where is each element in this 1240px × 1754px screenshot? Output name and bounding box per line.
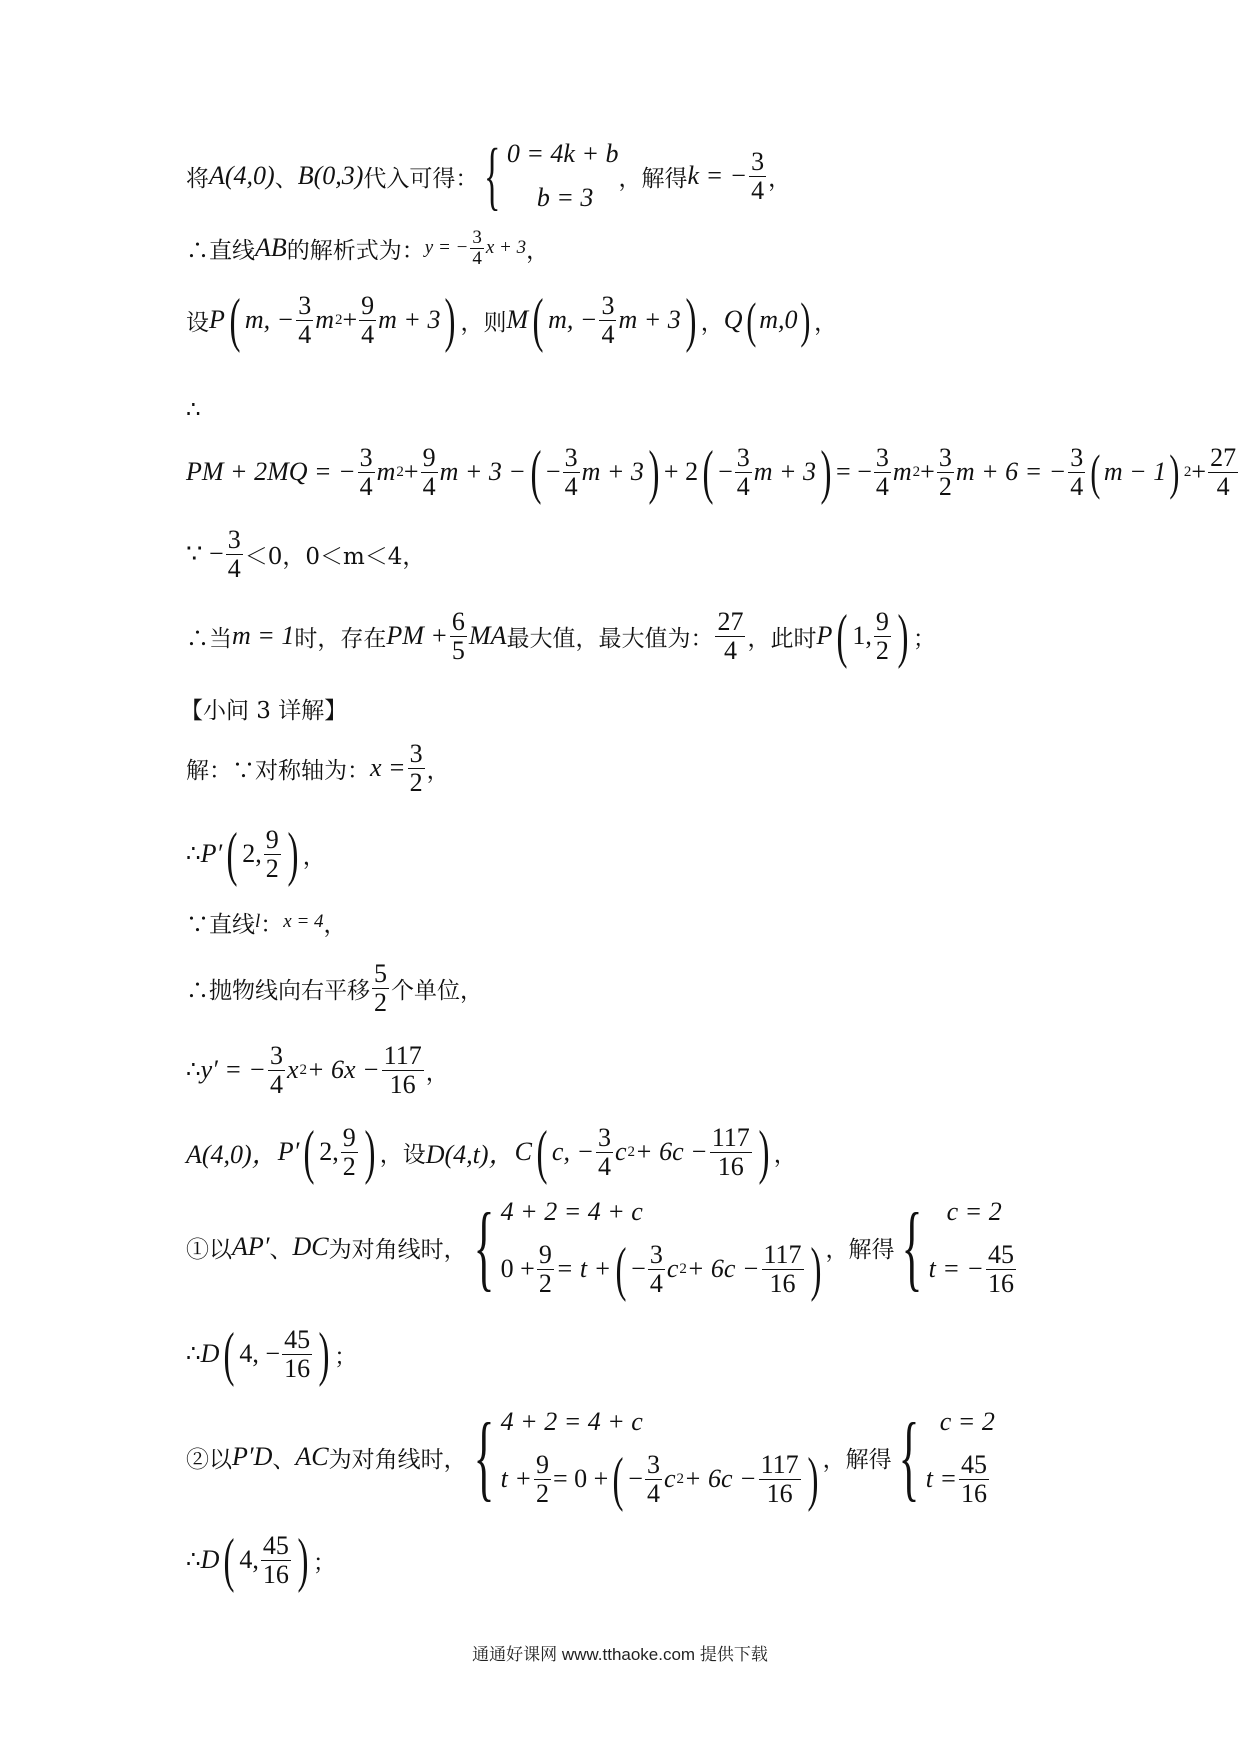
paren: ) (685, 287, 697, 353)
expr: m (376, 457, 396, 486)
expr: − (718, 457, 733, 486)
line-set-points (186, 282, 837, 358)
point-a: A(4,0)， (186, 1139, 278, 1169)
fraction (408, 740, 425, 796)
brace: { (484, 134, 501, 218)
line-case-2 (186, 1398, 995, 1516)
expr: − (631, 1254, 646, 1283)
line-points-acd (186, 1114, 797, 1190)
text: ∴ (186, 1341, 201, 1367)
section-heading (180, 690, 347, 726)
expr: 2, (319, 1137, 339, 1166)
fraction (648, 1241, 665, 1297)
denominator: 16 (961, 1478, 988, 1508)
text: ， (425, 1059, 449, 1086)
fraction (264, 826, 281, 882)
fraction (282, 1326, 312, 1382)
system-row (929, 1234, 1018, 1304)
denominator: 4 (601, 319, 615, 349)
point-a: A(4,0) (209, 161, 275, 190)
line-case-1 (186, 1188, 1018, 1306)
expr: = t + (555, 1254, 612, 1283)
fraction (261, 1532, 291, 1588)
paren: ) (648, 439, 660, 505)
text: ，此时 (747, 625, 817, 652)
denominator: 4 (269, 1069, 283, 1099)
expr: + (403, 457, 419, 486)
denominator: 16 (987, 1268, 1014, 1298)
paren: ( (303, 1119, 315, 1185)
system-row: c = 2 (939, 1407, 995, 1436)
denominator: 4 (472, 247, 482, 269)
fraction (563, 444, 580, 500)
paren: ) (807, 1446, 819, 1512)
denominator: 2 (342, 1151, 356, 1181)
point-d: D (200, 1545, 220, 1574)
expr: c (666, 1254, 679, 1283)
superscript: 2 (334, 311, 343, 328)
denominator: 4 (564, 471, 578, 501)
expr: m = 1 (232, 621, 295, 650)
superscript: 2 (679, 1260, 687, 1277)
fraction (534, 1451, 551, 1507)
numerator: 27 (1210, 443, 1237, 473)
denominator: 4 (361, 319, 375, 349)
denominator: 2 (374, 987, 387, 1017)
expr: m + 3 (378, 305, 441, 334)
text: 将 (186, 165, 209, 192)
system-row (501, 1444, 823, 1514)
expr: + 6x − (307, 1055, 380, 1084)
text: ∴ (186, 1057, 201, 1083)
therefore-symbol: ∴ (186, 397, 201, 423)
numerator: 3 (736, 443, 750, 473)
expr: + (1191, 457, 1207, 486)
paren: ) (444, 287, 456, 353)
fraction (710, 1124, 752, 1180)
fraction (450, 608, 467, 664)
paren: ( (223, 1527, 235, 1593)
superscript: 2 (1183, 463, 1192, 480)
denominator: 4 (298, 319, 312, 349)
paren: ) (364, 1119, 376, 1185)
fraction (735, 444, 752, 500)
denominator: 4 (751, 175, 765, 205)
segment-ap-prime: AP′ (232, 1232, 270, 1261)
line-axis (186, 730, 450, 806)
line-ab-equation (186, 218, 549, 278)
equation-system (507, 132, 619, 220)
text: ∴抛物线向右平移 (186, 977, 370, 1004)
paren: ) (758, 1119, 770, 1185)
fraction (759, 1451, 801, 1507)
fraction (470, 228, 484, 269)
numerator: 45 (262, 1531, 289, 1561)
equation-system (501, 1400, 823, 1514)
fraction (537, 1241, 554, 1297)
expr: m + 3 (753, 457, 817, 486)
fraction (226, 526, 243, 582)
fraction (959, 1451, 989, 1507)
text: 、 (272, 1446, 296, 1473)
expr: + 6c − (686, 1254, 760, 1283)
denominator: 4 (736, 471, 750, 501)
numerator: 3 (564, 443, 578, 473)
line-ab: AB (255, 233, 287, 262)
system-row: 0 = 4k + b (506, 139, 619, 168)
expr: m + 3 (581, 457, 644, 486)
text: ∴当 (186, 625, 232, 652)
text: ， (302, 843, 326, 870)
numerator: 3 (1070, 443, 1084, 473)
superscript: 2 (912, 463, 921, 480)
numerator: 9 (342, 1123, 356, 1153)
line-p-prime (186, 816, 326, 892)
numerator: 3 (359, 443, 373, 473)
denominator: 2 (535, 1478, 549, 1508)
paren: ( (226, 821, 238, 887)
paren: ( (702, 439, 714, 505)
expr: ∵ − (186, 539, 224, 568)
denominator: 2 (538, 1268, 552, 1298)
expr: + 6c − (635, 1137, 708, 1166)
system-row: b = 3 (536, 183, 594, 212)
text: 个单位， (391, 977, 483, 1004)
expr: m + 3 (618, 305, 681, 334)
solution-system (926, 1400, 995, 1514)
equation: x + 3 (485, 237, 527, 258)
text: ， (323, 911, 347, 938)
system-row: 4 + 2 = 4 + c (500, 1407, 643, 1436)
text: 代入可得： (363, 165, 479, 192)
system-row: 4 + 2 = 4 + c (500, 1197, 643, 1226)
numerator: 9 (265, 825, 279, 855)
numerator: 5 (374, 959, 387, 989)
denominator: 16 (262, 1559, 289, 1589)
text: ，解得 (618, 165, 688, 192)
segment-dc: DC (292, 1232, 329, 1261)
numerator: 45 (961, 1450, 988, 1480)
paren: ) (820, 439, 832, 505)
denominator: 16 (769, 1268, 796, 1298)
line-l (186, 900, 347, 944)
text: 的解析式为： (286, 237, 425, 264)
text: 解：∵对称轴为： (186, 757, 370, 784)
fraction (358, 444, 375, 500)
text: ， (426, 757, 450, 784)
text: 、 (269, 1236, 293, 1263)
point-p: P (209, 305, 225, 334)
point-d: D(4,t)， (425, 1139, 515, 1169)
text: 设 (186, 309, 209, 336)
fraction (986, 1241, 1016, 1297)
paren: ( (530, 439, 542, 505)
numerator: 117 (383, 1041, 422, 1071)
line-max-value (186, 598, 936, 674)
page-footer: 通通好课网 www.tthaoke.com 提供下载 (472, 1645, 768, 1664)
numerator: 3 (646, 1450, 660, 1480)
text: ②以 (186, 1446, 232, 1473)
fraction (645, 1451, 662, 1507)
fraction (296, 292, 313, 348)
expr: t = (925, 1464, 958, 1493)
denominator: 4 (422, 471, 436, 501)
numerator: 9 (361, 291, 375, 321)
point-b: B(0,3) (297, 161, 364, 190)
expr: c (615, 1137, 627, 1166)
paren: ( (223, 1321, 235, 1387)
numerator: 9 (422, 443, 436, 473)
text: 最大值，最大值为： (506, 625, 714, 652)
text: ， (700, 309, 724, 336)
text: ，解得 (825, 1236, 895, 1263)
numerator: 3 (472, 226, 482, 248)
brace: { (473, 1403, 495, 1510)
point-m: M (506, 305, 529, 334)
line-therefore (186, 392, 201, 428)
text: ， (814, 309, 838, 336)
equation: y = − (424, 237, 469, 258)
expr: c, − (551, 1137, 594, 1166)
denominator: 4 (598, 1151, 611, 1181)
point-d: D (200, 1339, 220, 1368)
text: ，设 (379, 1141, 426, 1168)
expr: 0 + (500, 1254, 535, 1283)
paren: ) (297, 1527, 309, 1593)
paren: ( (532, 287, 544, 353)
expr: x = (370, 753, 406, 782)
numerator: 3 (875, 443, 889, 473)
numerator: 45 (987, 1240, 1014, 1270)
expr: m (315, 305, 334, 334)
superscript: 2 (676, 1470, 684, 1487)
fraction (1208, 444, 1238, 500)
numerator: 117 (763, 1240, 802, 1270)
denominator: 16 (284, 1353, 311, 1383)
numerator: 9 (875, 607, 889, 637)
fraction (749, 148, 766, 204)
expr: m − 1 (1103, 457, 1167, 486)
expr: t = − (928, 1254, 984, 1283)
fraction (359, 292, 376, 348)
expr: MA (468, 621, 507, 650)
text: ； (334, 1343, 358, 1370)
segment-p-prime-d: P′D (232, 1442, 273, 1471)
denominator: 4 (649, 1268, 663, 1298)
fraction (421, 444, 438, 500)
text: 、 (274, 165, 298, 192)
numerator: 3 (227, 525, 241, 555)
text: ∴直线 (186, 237, 255, 264)
text: ； (312, 1549, 336, 1576)
line-d-result-2 (186, 1522, 336, 1598)
numerator: 3 (269, 1041, 283, 1071)
paren: ( (836, 603, 848, 669)
text: ， (768, 165, 792, 192)
expr: + (342, 305, 358, 334)
expr: + (920, 457, 935, 486)
expr: m, − (548, 305, 598, 334)
denominator: 2 (875, 635, 889, 665)
paren: ) (1169, 444, 1180, 500)
fraction (937, 444, 954, 500)
text: ： (260, 911, 284, 938)
system-row (501, 1234, 826, 1304)
denominator: 4 (1216, 471, 1230, 501)
numerator: 117 (760, 1450, 799, 1480)
expr: m (892, 457, 912, 486)
expr: x (286, 1055, 299, 1084)
denominator: 4 (359, 471, 373, 501)
superscript: 2 (299, 1061, 308, 1078)
expr: 4, − (239, 1339, 281, 1368)
text: ，则 (460, 309, 507, 336)
fraction (382, 1042, 424, 1098)
denominator: 5 (451, 635, 465, 665)
text: ； (912, 625, 936, 652)
paren: ) (810, 1236, 822, 1302)
expr: + 6c − (683, 1464, 757, 1493)
expr: PM + 2MQ = − (186, 457, 356, 486)
numerator: 3 (409, 739, 423, 769)
denominator: 2 (409, 767, 423, 797)
paren: ( (536, 1119, 548, 1185)
paren: ) (897, 603, 909, 669)
expr: m + 6 = − (955, 457, 1067, 486)
denominator: 16 (389, 1069, 416, 1099)
expr: t + (500, 1464, 532, 1493)
text: ＜0，0＜m＜4， (244, 543, 426, 570)
fraction (715, 608, 745, 664)
paren: ( (1090, 444, 1101, 500)
text: 为对角线时， (328, 1236, 467, 1263)
paren: ( (615, 1236, 627, 1302)
numerator: 45 (284, 1325, 311, 1355)
denominator: 4 (646, 1478, 660, 1508)
paren: ) (318, 1321, 330, 1387)
numerator: 6 (451, 607, 465, 637)
denominator: 4 (723, 635, 737, 665)
paren: ) (800, 292, 811, 348)
point-c: C (514, 1137, 532, 1166)
fraction (762, 1241, 804, 1297)
text: ∴ (186, 1547, 201, 1573)
system-row: c = 2 (946, 1197, 1002, 1226)
denominator: 2 (938, 471, 952, 501)
denominator: 4 (227, 553, 241, 583)
solution-system (929, 1190, 1018, 1304)
line-shift (186, 950, 483, 1026)
expr: = − (836, 457, 872, 486)
expr: c (663, 1464, 676, 1493)
expr: PM + (386, 621, 448, 650)
superscript: 2 (396, 463, 404, 480)
expr: + 2 (663, 457, 699, 486)
expr: x = 4 (283, 911, 324, 932)
expr: 2, (242, 839, 262, 868)
text: ∴ (186, 841, 201, 867)
paren: ( (745, 292, 756, 348)
point-q: Q (723, 305, 743, 334)
section-title: 【小问 3 详解】 (180, 697, 348, 724)
line-pm-2mq (186, 434, 1240, 510)
k-value: k = − (687, 161, 748, 190)
fraction (268, 1042, 285, 1098)
text: ∵直线 (186, 911, 255, 938)
line-d-result-1 (186, 1316, 357, 1392)
expr: y′ = − (200, 1055, 266, 1084)
numerator: 27 (717, 607, 744, 637)
expr: l (255, 911, 261, 932)
paren: ( (229, 287, 241, 353)
line-because (186, 516, 425, 592)
numerator: 3 (298, 291, 312, 321)
numerator: 3 (938, 443, 952, 473)
paren: ) (287, 821, 299, 887)
expr: − (628, 1464, 643, 1493)
expr: m,0 (759, 305, 798, 334)
expr: 4, (239, 1545, 259, 1574)
text: ， (773, 1141, 797, 1168)
fraction (596, 1124, 613, 1180)
line-y-prime (186, 1032, 449, 1108)
point-p-prime: P′ (277, 1137, 300, 1166)
denominator: 4 (875, 471, 889, 501)
fraction (874, 608, 891, 664)
fraction (372, 960, 389, 1016)
denominator: 4 (1070, 471, 1084, 501)
brace: { (473, 1193, 494, 1300)
denominator: 2 (265, 853, 279, 883)
fraction (1068, 444, 1085, 500)
numerator: 117 (711, 1123, 750, 1153)
fraction (341, 1124, 358, 1180)
numerator: 9 (535, 1450, 549, 1480)
expr: m + 3 − (439, 457, 526, 486)
expr: − (545, 457, 561, 486)
segment-ac: AC (295, 1442, 329, 1471)
equation-system (501, 1190, 826, 1304)
fraction (874, 444, 891, 500)
denominator: 16 (717, 1151, 744, 1181)
point-p: P (816, 621, 833, 650)
expr: 1, (852, 621, 872, 650)
point-p-prime: P′ (200, 839, 223, 868)
fraction (599, 292, 616, 348)
expr: = 0 + (552, 1464, 609, 1493)
text: ，解得 (822, 1446, 892, 1473)
numerator: 3 (751, 147, 765, 177)
system-row (926, 1444, 991, 1514)
numerator: 3 (598, 1123, 611, 1153)
brace: { (898, 1403, 920, 1510)
text: 为对角线时， (328, 1446, 467, 1473)
paren: ( (612, 1446, 624, 1512)
text: 时，存在 (294, 625, 387, 652)
denominator: 16 (766, 1478, 793, 1508)
text: ①以 (186, 1236, 232, 1263)
numerator: 3 (649, 1240, 663, 1270)
brace: { (901, 1193, 922, 1300)
text: ， (526, 237, 550, 264)
line-substitute (186, 134, 791, 218)
superscript: 2 (627, 1143, 636, 1160)
expr: m, − (244, 305, 295, 334)
numerator: 3 (601, 291, 615, 321)
numerator: 9 (538, 1240, 552, 1270)
